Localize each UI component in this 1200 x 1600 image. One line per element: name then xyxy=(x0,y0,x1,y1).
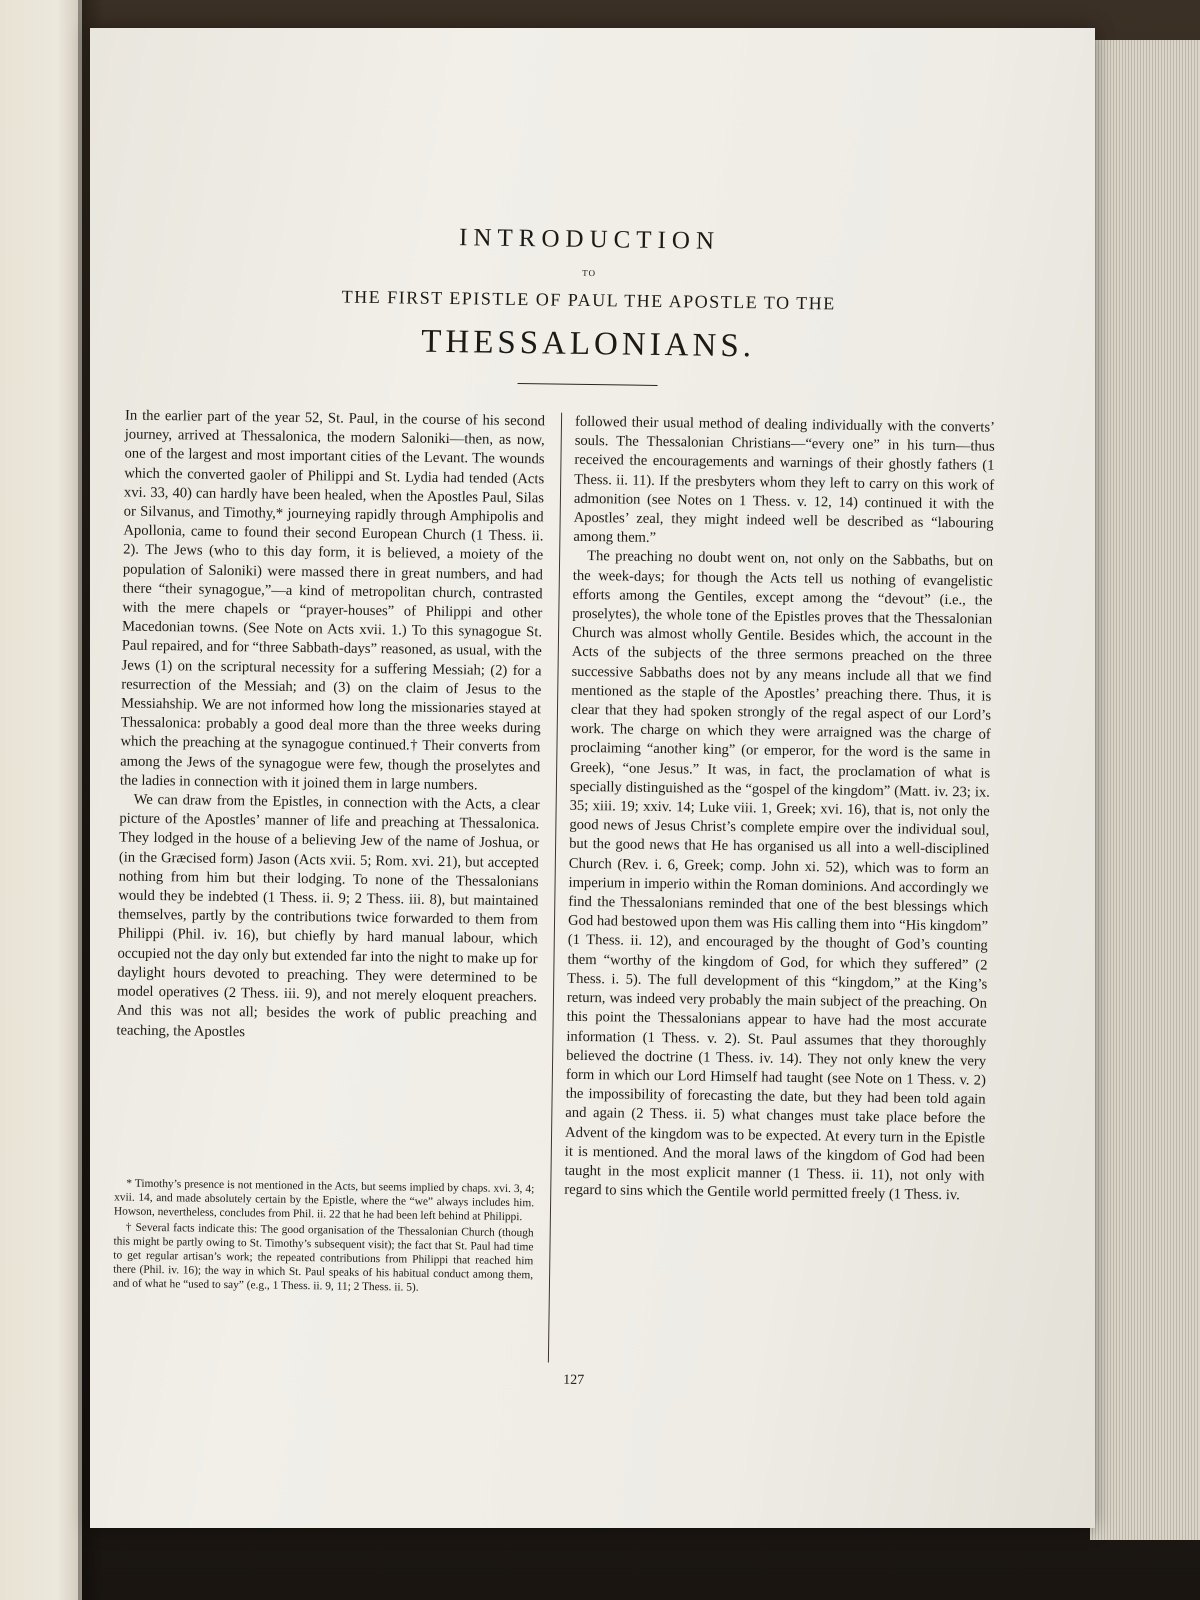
heading-thessalonians: THESSALONIANS. xyxy=(420,323,756,365)
heading-rule xyxy=(518,383,658,386)
book-page xyxy=(90,28,1095,1528)
page-edges xyxy=(1090,40,1200,1540)
paragraph: The preaching no doubt went on, not only on the Sabbaths, but on the week-days; for though the Acts tell us nothing of evangelistic efforts among the Gentiles, except among the “devout” (i.e., the proselytes), the whole tone of the Epistles proves that the Thessalonian Church was almost wholly Gentile. Besides which, the account in the Acts of the subjects of the three sermons preached on the three successive Sabbaths does not by any means include all that we find mentioned as the staple of the Apostles’ preaching there. Thus, it is clear that they had spoken strongly of the regal aspect of our Lord’s work. The charge on which they were arraigned was the charge of proclaiming “another king” (or emperor, for the word is the same in Greek), “one Jesus.” It was, in fact, the proclamation of what is specially distinguished as the “gospel of the kingdom” (Matt. iv. 23; ix. 35; xiii. 19; xxiv. 14; Luke viii. 1, Greek; xvi. 16), that is, not only the good news of Jesus Christ’s complete empire over the individual soul, but the good news that He has organised us all into a well-disciplined Church (Rev. i. 6, Greek; comp. John xi. 52), which was to form an imperium in imperio within the Roman dominions. And accordingly we find the Thessalonians reminded that one of the best blessings which God had bestowed upon them was His calling them into “His kingdom” (1 Thess. ii. 12), and encouraged by the thought of God’s counting them “worthy of the kingdom of God, for which they suffered” (2 Thess. i. 5). The full development of this “kingdom,” at the King’s return, was indeed very probably the main subject of the preaching. On this point the Thessalonians appear to have had the most accurate information (1 Thess. v. 2). St. Paul assumes that they thoroughly believed the doctrine (1 Thess. iv. 14). They not only knew the very form in which our Lord Himself had taught (see Note on 1 Thess. v. 2) the impossibility of forecasting the date, but they had been told again and again (2 Thess. ii. 5) what changes must take place before the Advent of the kingdom was to be expected. At every turn in the Epistle it is mentioned. And the moral laws of the kingdom of God had been taught in the most explicit manner (1 Thess. ii. 11), not only with regard to sins which the Gentile world permitted freely (1 Thess. iv. xyxy=(564,548,994,1204)
heading-to: TO xyxy=(582,267,597,279)
left-column xyxy=(116,407,545,1047)
column-divider xyxy=(548,413,562,1363)
heading-epistle-title: THE FIRST EPISTLE OF PAUL THE APOSTLE TO THE xyxy=(341,286,836,314)
facing-page xyxy=(0,0,82,1600)
footnote: * Timothy’s presence is not mentioned in the Acts, but seems implied by chaps. xvi. 3, 4; xvii. 14, and made absolutely certain by the Epistle, where the “we” always includes him. Howson, nevertheless, concludes from Phil. ii. 22 that he had been left behind at Philippi. xyxy=(113,1177,535,1224)
paragraph: We can draw from the Epistles, in connection with the Acts, a clear picture of the Apostles’ manner of life and preaching at Thessalonica. They lodged in the house of a believing Jew of the name of Joshua, or (in the Græcised form) Jason (Acts xvii. 5; Rom. xvi. 21), but accepted nothing from him but their lodging. To none of the Thessalonians would they be indebted (1 Thess. ii. 9; 2 Thess. iii. 8), but maintained themselves, partly by the contributions twice forwarded to them from Philippi (Phil. iv. 16), but chiefly by hard manual labour, which occupied not the day only but extended far into the night to make up for daylight hours devoted to preaching. They were determined to be model operatives (2 Thess. iii. 9), and not merely eloquent preachers. And this was not all; besides the work of public preaching and teaching, the Apostles xyxy=(116,791,540,1040)
footnotes xyxy=(113,1176,535,1298)
heading-introduction: INTRODUCTION xyxy=(458,224,721,255)
footnote: † Several facts indicate this: The good organisation of the Thessalonian Church (though this might be partly owing to St. Timothy’s subsequent visit); the fact that St. Paul had time to get regular artisan’s work; the repeated contributions from Philippi that reached him there (Phil. iv. 16); the way in which St. Paul speaks of his habitual conduct among them, and of what he “used to say” (e.g., 1 Thess. ii. 9, 11; 2 Thess. ii. 5). xyxy=(112,1221,534,1294)
paragraph: In the earlier part of the year 52, St. Paul, in the course of his second journey, arrived at Thessalonica, the modern Saloniki—then, as now, one of the largest and most important cities of the Levant. The wounds which the converted gaoler of Philippi and St. Lydia had tended (Acts xvi. 33, 40) can hardly have been healed, when the Apostles Paul, Silas or Silvanus, and Timothy,* journeying rapidly through Amphipolis and Apollonia, came to found their second European Church (1 Thess. ii. 2). The Jews (who to this day form, it is believed, a moiety of the population of Saloniki) were massed there in great numbers, and had there “their synagogue,”—a kind of metropolitan church, contrasted with the mere chapels or “prayer-houses” of Philippi and other Macedonian towns. (See Note on Acts xvii. 1.) To this synagogue St. Paul repaired, and for “three Sabbath-days” reasoned, as usual, with the Jews (1) on the scriptural necessity for a suffering Messiah; (2) for a resurrection of the Messiah; and (3) on the claim of Jesus to the Messiahship. We are not informed how long the missionaries stayed at Thessalonica: probably a good deal more than the three weeks during which the preaching at the synagogue continued.† Their converts from among the Jews of the synagogue were few, though the proselytes and the ladies in connection with it joined them in large numbers. xyxy=(119,407,546,794)
right-column xyxy=(564,413,995,1206)
page-number: 127 xyxy=(563,1372,585,1389)
paragraph: followed their usual method of dealing individually with the converts’ souls. The Thessalonian Christians—“every one” in his turn—thus received the encouragements and warnings of their ghostly fathers (1 Thess. ii. 11). If the presbyters whom they left to carry on this work of admonition (see Notes on 1 Thess. v. 12, 14) continued it with the Apostles’ zeal, they might indeed well be described as “labouring among them.” xyxy=(573,413,996,547)
page-text-area xyxy=(103,201,1060,1434)
